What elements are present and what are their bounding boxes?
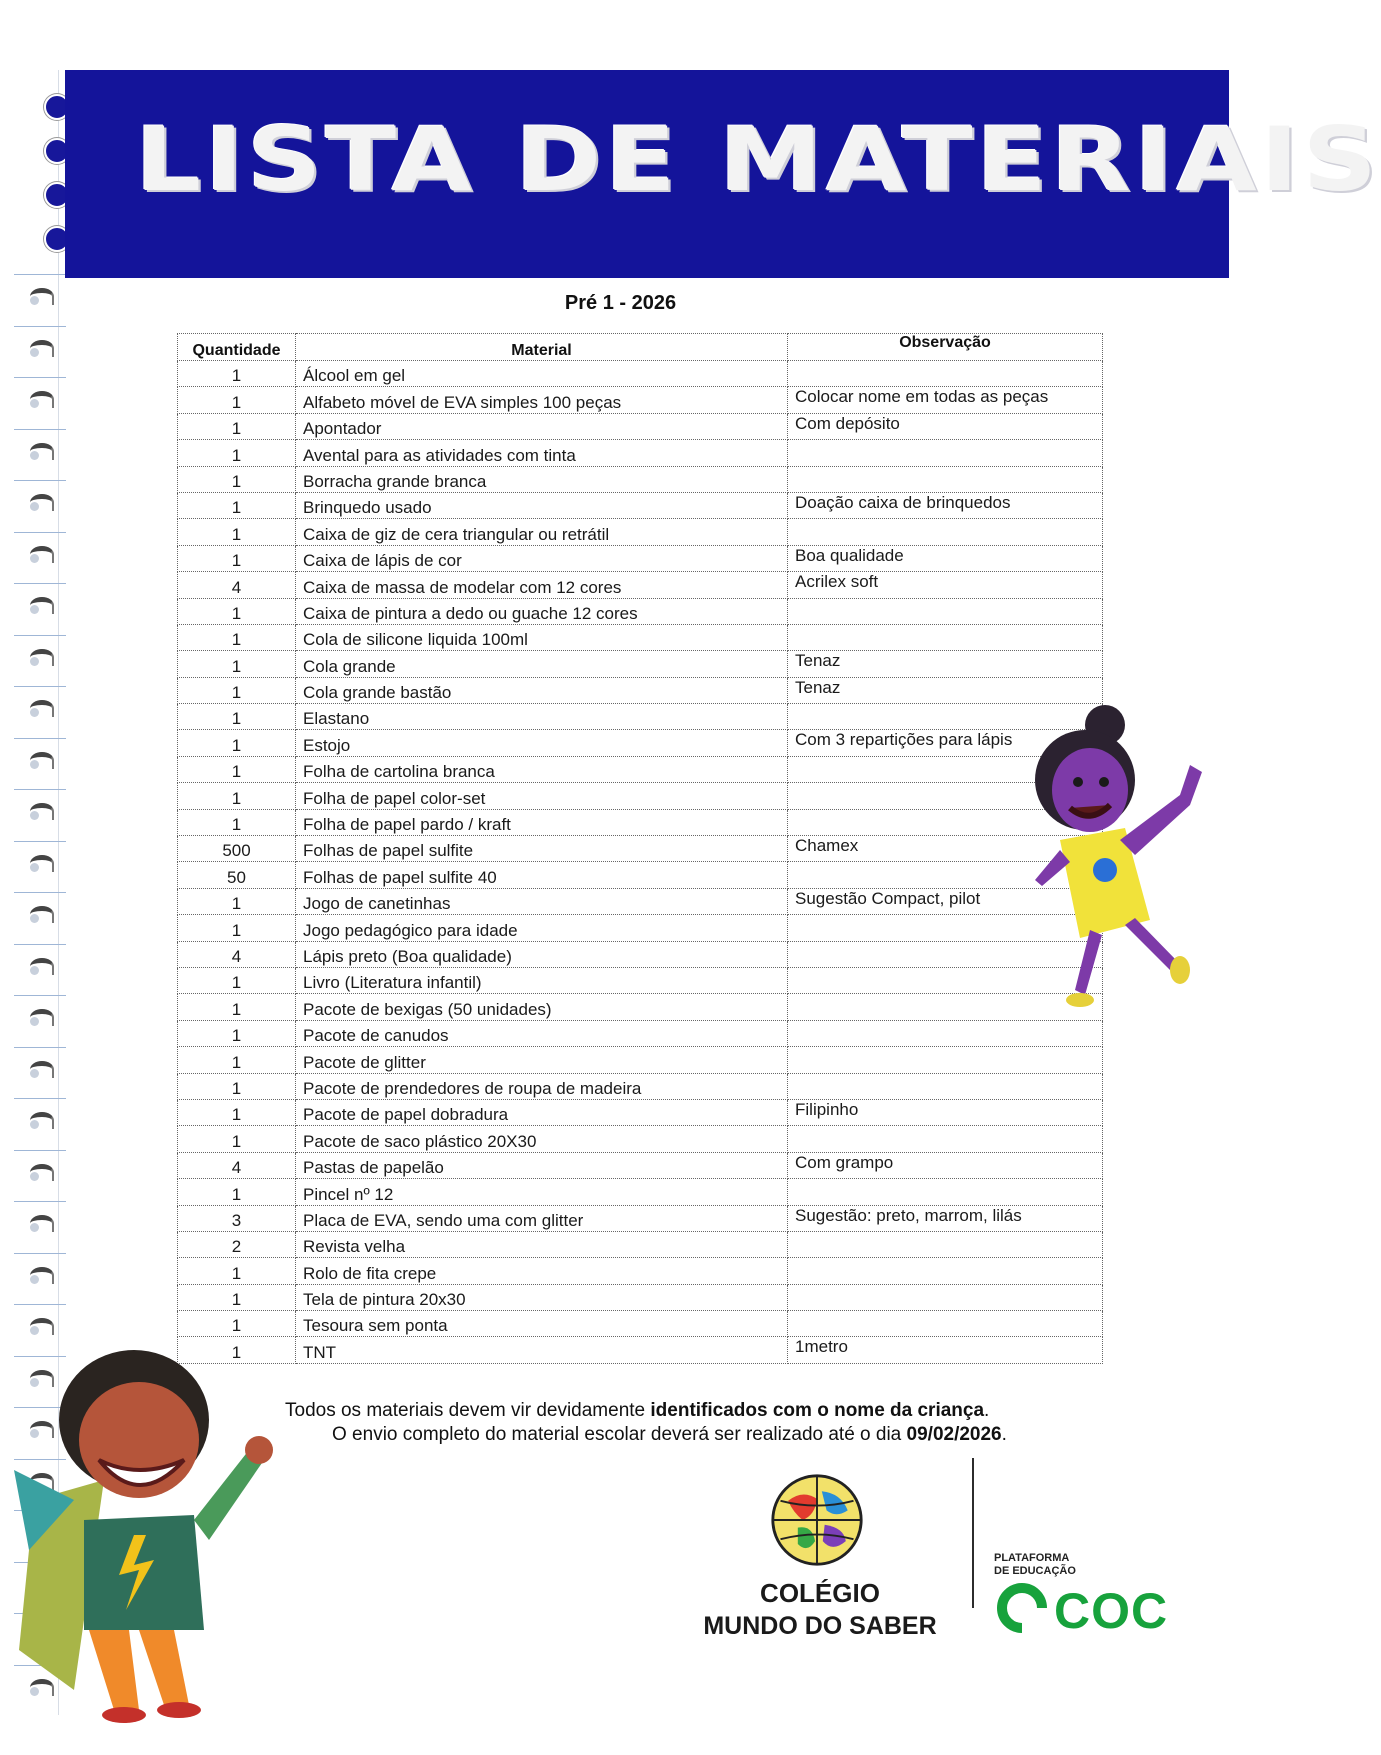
- ruled-line: [14, 1047, 66, 1048]
- observation-cell: Tenaz: [788, 651, 1103, 677]
- material-cell: Folhas de papel sulfite: [296, 836, 788, 862]
- ruled-line: [14, 583, 66, 584]
- logo-divider: [972, 1458, 974, 1608]
- material-cell: Brinquedo usado: [296, 492, 788, 518]
- material-cell: Folha de cartolina branca: [296, 756, 788, 782]
- table-row: [178, 730, 1103, 756]
- spiral-ring: [30, 387, 60, 409]
- ring-hole: [30, 1017, 39, 1026]
- ruled-line: [14, 1253, 66, 1254]
- observation-cell: 1metro: [788, 1337, 1103, 1363]
- quantity-cell: 1: [178, 967, 296, 993]
- quantity-cell: 3: [178, 1205, 296, 1231]
- class-year-subtitle: Pré 1 - 2026: [564, 292, 677, 314]
- ring-hole: [30, 811, 39, 820]
- spiral-ring: [30, 1005, 60, 1027]
- ring-hole: [30, 1172, 39, 1181]
- ruled-line: [14, 1201, 66, 1202]
- quantity-cell: 1: [178, 1179, 296, 1205]
- ruled-line: [14, 841, 66, 842]
- table-row: [178, 624, 1103, 650]
- quantity-cell: 1: [178, 809, 296, 835]
- quantity-cell: 1: [178, 1337, 296, 1363]
- observation-cell: Doação caixa de brinquedos: [788, 492, 1103, 518]
- spiral-ring: [30, 1057, 60, 1079]
- deadline-note: [332, 1424, 1007, 1446]
- ring-hole: [30, 451, 39, 460]
- ring-hole: [30, 657, 39, 666]
- material-cell: Pastas de papelão: [296, 1152, 788, 1178]
- table-row: [178, 545, 1103, 571]
- material-cell: Pacote de canudos: [296, 1020, 788, 1046]
- header-banner: [65, 70, 1381, 278]
- page-title: LISTA DE MATERIAIS: [135, 108, 1381, 211]
- material-cell: Cola grande: [296, 651, 788, 677]
- quantity-cell: 1: [178, 1099, 296, 1125]
- ruled-line: [14, 326, 66, 327]
- observation-cell: [788, 1311, 1103, 1337]
- ring-hole: [30, 760, 39, 769]
- table-row: [178, 1126, 1103, 1152]
- spiral-ring: [30, 954, 60, 976]
- ruled-line: [14, 274, 66, 275]
- table-row: [178, 1099, 1103, 1125]
- table-row: [178, 809, 1103, 835]
- ring-hole: [30, 1223, 39, 1232]
- spiral-ring: [30, 748, 60, 770]
- material-cell: Cola de silicone liquida 100ml: [296, 624, 788, 650]
- material-cell: Pacote de bexigas (50 unidades): [296, 994, 788, 1020]
- ring-hole: [30, 966, 39, 975]
- table-row: [178, 1258, 1103, 1284]
- quantity-cell: 1: [178, 413, 296, 439]
- ruled-line: [14, 377, 66, 378]
- material-cell: Pacote de glitter: [296, 1047, 788, 1073]
- observation-cell: Boa qualidade: [788, 545, 1103, 571]
- table-row: [178, 994, 1103, 1020]
- table-row: [178, 862, 1103, 888]
- ring-hole: [30, 605, 39, 614]
- material-cell: Jogo pedagógico para idade: [296, 915, 788, 941]
- ruled-line: [14, 1098, 66, 1099]
- material-cell: Alfabeto móvel de EVA simples 100 peças: [296, 387, 788, 413]
- observation-cell: [788, 361, 1103, 387]
- quantity-cell: 1: [178, 1073, 296, 1099]
- coc-logo-icon: [992, 1582, 1052, 1634]
- ruled-line: [14, 1150, 66, 1151]
- spiral-ring: [30, 490, 60, 512]
- note-emphasis: identificados com o nome da criança: [650, 1400, 985, 1421]
- note-end: .: [984, 1400, 990, 1421]
- ring-hole: [30, 1120, 39, 1129]
- note-text: O envio completo do material escolar deverá ser realizado até o dia: [332, 1424, 907, 1445]
- deadline-date: 09/02/2026: [906, 1424, 1002, 1445]
- table-body: [178, 361, 1103, 1364]
- coc-brand: COC: [1054, 1583, 1169, 1639]
- material-cell: Caixa de massa de modelar com 12 cores: [296, 572, 788, 598]
- table-row: [178, 492, 1103, 518]
- ruled-line: [14, 686, 66, 687]
- table-row: [178, 967, 1103, 993]
- ring-hole: [30, 863, 39, 872]
- observation-cell: Tenaz: [788, 677, 1103, 703]
- ruled-line: [14, 635, 66, 636]
- quantity-cell: 1: [178, 888, 296, 914]
- quantity-cell: 1: [178, 1284, 296, 1310]
- quantity-cell: 1: [178, 519, 296, 545]
- table-row: [178, 413, 1103, 439]
- quantity-cell: 1: [178, 1311, 296, 1337]
- material-cell: Elastano: [296, 704, 788, 730]
- school-name-line2: MUNDO DO SABER: [703, 1612, 937, 1640]
- material-cell: Folha de papel color-set: [296, 783, 788, 809]
- table-row: [178, 1047, 1103, 1073]
- observation-cell: Sugestão Compact, pilot: [788, 888, 1103, 914]
- table-row: [178, 466, 1103, 492]
- table-row: [178, 1179, 1103, 1205]
- ruled-line: [14, 1304, 66, 1305]
- observation-cell: Acrilex soft: [788, 572, 1103, 598]
- table-row: [178, 1152, 1103, 1178]
- header-quantity: Quantidade: [178, 334, 296, 361]
- ruled-line: [14, 429, 66, 430]
- spiral-ring: [30, 1211, 60, 1233]
- observation-cell: [788, 1258, 1103, 1284]
- quantity-cell: 4: [178, 572, 296, 598]
- table-row: [178, 572, 1103, 598]
- spiral-ring: [30, 645, 60, 667]
- table-row: [178, 361, 1103, 387]
- material-cell: Estojo: [296, 730, 788, 756]
- observation-cell: Com 3 repartições para lápis: [788, 730, 1103, 756]
- platform-caption-line1: PLATAFORMA: [994, 1552, 1070, 1564]
- quantity-cell: 1: [178, 440, 296, 466]
- school-globe-icon: [769, 1472, 865, 1568]
- material-cell: Caixa de giz de cera triangular ou retrátil: [296, 519, 788, 545]
- school-name-line1: COLÉGIO: [760, 1578, 880, 1608]
- observation-cell: [788, 466, 1103, 492]
- table-row: [178, 598, 1103, 624]
- observation-cell: Com depósito: [788, 413, 1103, 439]
- quantity-cell: 1: [178, 1258, 296, 1284]
- observation-cell: [788, 1231, 1103, 1257]
- table-row: [178, 651, 1103, 677]
- observation-cell: [788, 519, 1103, 545]
- ruled-line: [14, 944, 66, 945]
- quantity-cell: 2: [178, 1231, 296, 1257]
- observation-cell: Chamex: [788, 836, 1103, 862]
- quantity-cell: 1: [178, 730, 296, 756]
- quantity-cell: 1: [178, 1047, 296, 1073]
- quantity-cell: 1: [178, 651, 296, 677]
- ring-hole: [30, 1275, 39, 1284]
- quantity-cell: 1: [178, 387, 296, 413]
- material-cell: Avental para as atividades com tinta: [296, 440, 788, 466]
- quantity-cell: 1: [178, 545, 296, 571]
- observation-cell: [788, 1284, 1103, 1310]
- ruled-line: [14, 995, 66, 996]
- ring-hole: [30, 1069, 39, 1078]
- table-row: [178, 1231, 1103, 1257]
- material-cell: Cola grande bastão: [296, 677, 788, 703]
- material-cell: Jogo de canetinhas: [296, 888, 788, 914]
- quantity-cell: 500: [178, 836, 296, 862]
- material-cell: Folha de papel pardo / kraft: [296, 809, 788, 835]
- table-row: [178, 440, 1103, 466]
- observation-cell: [788, 440, 1103, 466]
- table-row: [178, 836, 1103, 862]
- table-row: [178, 1205, 1103, 1231]
- material-cell: Apontador: [296, 413, 788, 439]
- table-row: [178, 1284, 1103, 1310]
- material-cell: Placa de EVA, sendo uma com glitter: [296, 1205, 788, 1231]
- quantity-cell: 1: [178, 783, 296, 809]
- table-header-row: [178, 334, 1103, 361]
- platform-caption: [994, 1552, 1076, 1578]
- quantity-cell: 1: [178, 492, 296, 518]
- ring-hole: [30, 502, 39, 511]
- quantity-cell: 4: [178, 941, 296, 967]
- quantity-cell: 1: [178, 677, 296, 703]
- ring-hole: [30, 554, 39, 563]
- girl-illustration-icon: [1030, 690, 1235, 1020]
- quantity-cell: 1: [178, 466, 296, 492]
- observation-cell: Colocar nome em todas as peças: [788, 387, 1103, 413]
- spiral-ring: [30, 1263, 60, 1285]
- materials-table: [177, 333, 1103, 1364]
- ring-hole: [30, 708, 39, 717]
- observation-cell: [788, 1179, 1103, 1205]
- quantity-cell: 1: [178, 361, 296, 387]
- ring-hole: [30, 914, 39, 923]
- table-row: [178, 941, 1103, 967]
- material-cell: Tesoura sem ponta: [296, 1311, 788, 1337]
- observation-cell: [788, 624, 1103, 650]
- material-cell: Caixa de pintura a dedo ou guache 12 cores: [296, 598, 788, 624]
- material-cell: Revista velha: [296, 1231, 788, 1257]
- spiral-ring: [30, 902, 60, 924]
- ring-hole: [30, 399, 39, 408]
- ruled-line: [14, 789, 66, 790]
- material-cell: Folhas de papel sulfite 40: [296, 862, 788, 888]
- table-row: [178, 1020, 1103, 1046]
- boy-illustration-icon: [14, 1310, 274, 1720]
- spiral-ring: [30, 1160, 60, 1182]
- spiral-ring: [30, 1108, 60, 1130]
- material-cell: Livro (Literatura infantil): [296, 967, 788, 993]
- spiral-ring: [30, 696, 60, 718]
- quantity-cell: 1: [178, 756, 296, 782]
- note-end: .: [1001, 1424, 1007, 1445]
- observation-cell: [788, 1126, 1103, 1152]
- table-row: [178, 1311, 1103, 1337]
- table-row: [178, 387, 1103, 413]
- spiral-ring: [30, 439, 60, 461]
- quantity-cell: 1: [178, 598, 296, 624]
- table-row: [178, 915, 1103, 941]
- material-cell: Tela de pintura 20x30: [296, 1284, 788, 1310]
- spiral-ring: [30, 593, 60, 615]
- quantity-cell: 1: [178, 1126, 296, 1152]
- note-text: Todos os materiais devem vir devidamente: [285, 1400, 651, 1421]
- observation-cell: [788, 1073, 1103, 1099]
- material-cell: Pacote de papel dobradura: [296, 1099, 788, 1125]
- spiral-ring: [30, 851, 60, 873]
- ruled-line: [14, 738, 66, 739]
- identification-note: [285, 1400, 989, 1422]
- table-row: [178, 704, 1103, 730]
- quantity-cell: 1: [178, 704, 296, 730]
- material-cell: Lápis preto (Boa qualidade): [296, 941, 788, 967]
- ruled-line: [14, 892, 66, 893]
- table-row: [178, 677, 1103, 703]
- material-cell: Pacote de prendedores de roupa de madeira: [296, 1073, 788, 1099]
- table-row: [178, 1337, 1103, 1363]
- material-cell: Pacote de saco plástico 20X30: [296, 1126, 788, 1152]
- material-cell: Pincel nº 12: [296, 1179, 788, 1205]
- observation-cell: Sugestão: preto, marrom, lilás: [788, 1205, 1103, 1231]
- observation-cell: [788, 1047, 1103, 1073]
- observation-cell: Filipinho: [788, 1099, 1103, 1125]
- quantity-cell: 50: [178, 862, 296, 888]
- material-cell: Rolo de fita crepe: [296, 1258, 788, 1284]
- table-row: [178, 756, 1103, 782]
- material-cell: TNT: [296, 1337, 788, 1363]
- ruled-line: [14, 532, 66, 533]
- spiral-ring: [30, 336, 60, 358]
- header-observation: Observação: [788, 334, 1103, 361]
- table-row: [178, 888, 1103, 914]
- observation-cell: [788, 1020, 1103, 1046]
- observation-cell: [788, 598, 1103, 624]
- table-row: [178, 519, 1103, 545]
- quantity-cell: 1: [178, 994, 296, 1020]
- quantity-cell: 1: [178, 1020, 296, 1046]
- ruled-line: [14, 480, 66, 481]
- table-row: [178, 783, 1103, 809]
- table-row: [178, 1073, 1103, 1099]
- material-cell: Álcool em gel: [296, 361, 788, 387]
- header-material: Material: [296, 334, 788, 361]
- material-cell: Borracha grande branca: [296, 466, 788, 492]
- spiral-ring: [30, 542, 60, 564]
- spiral-ring: [30, 799, 60, 821]
- quantity-cell: 1: [178, 915, 296, 941]
- material-cell: Caixa de lápis de cor: [296, 545, 788, 571]
- observation-cell: Com grampo: [788, 1152, 1103, 1178]
- platform-caption-line2: DE EDUCAÇÃO: [994, 1565, 1076, 1577]
- ring-hole: [30, 348, 39, 357]
- quantity-cell: 4: [178, 1152, 296, 1178]
- quantity-cell: 1: [178, 624, 296, 650]
